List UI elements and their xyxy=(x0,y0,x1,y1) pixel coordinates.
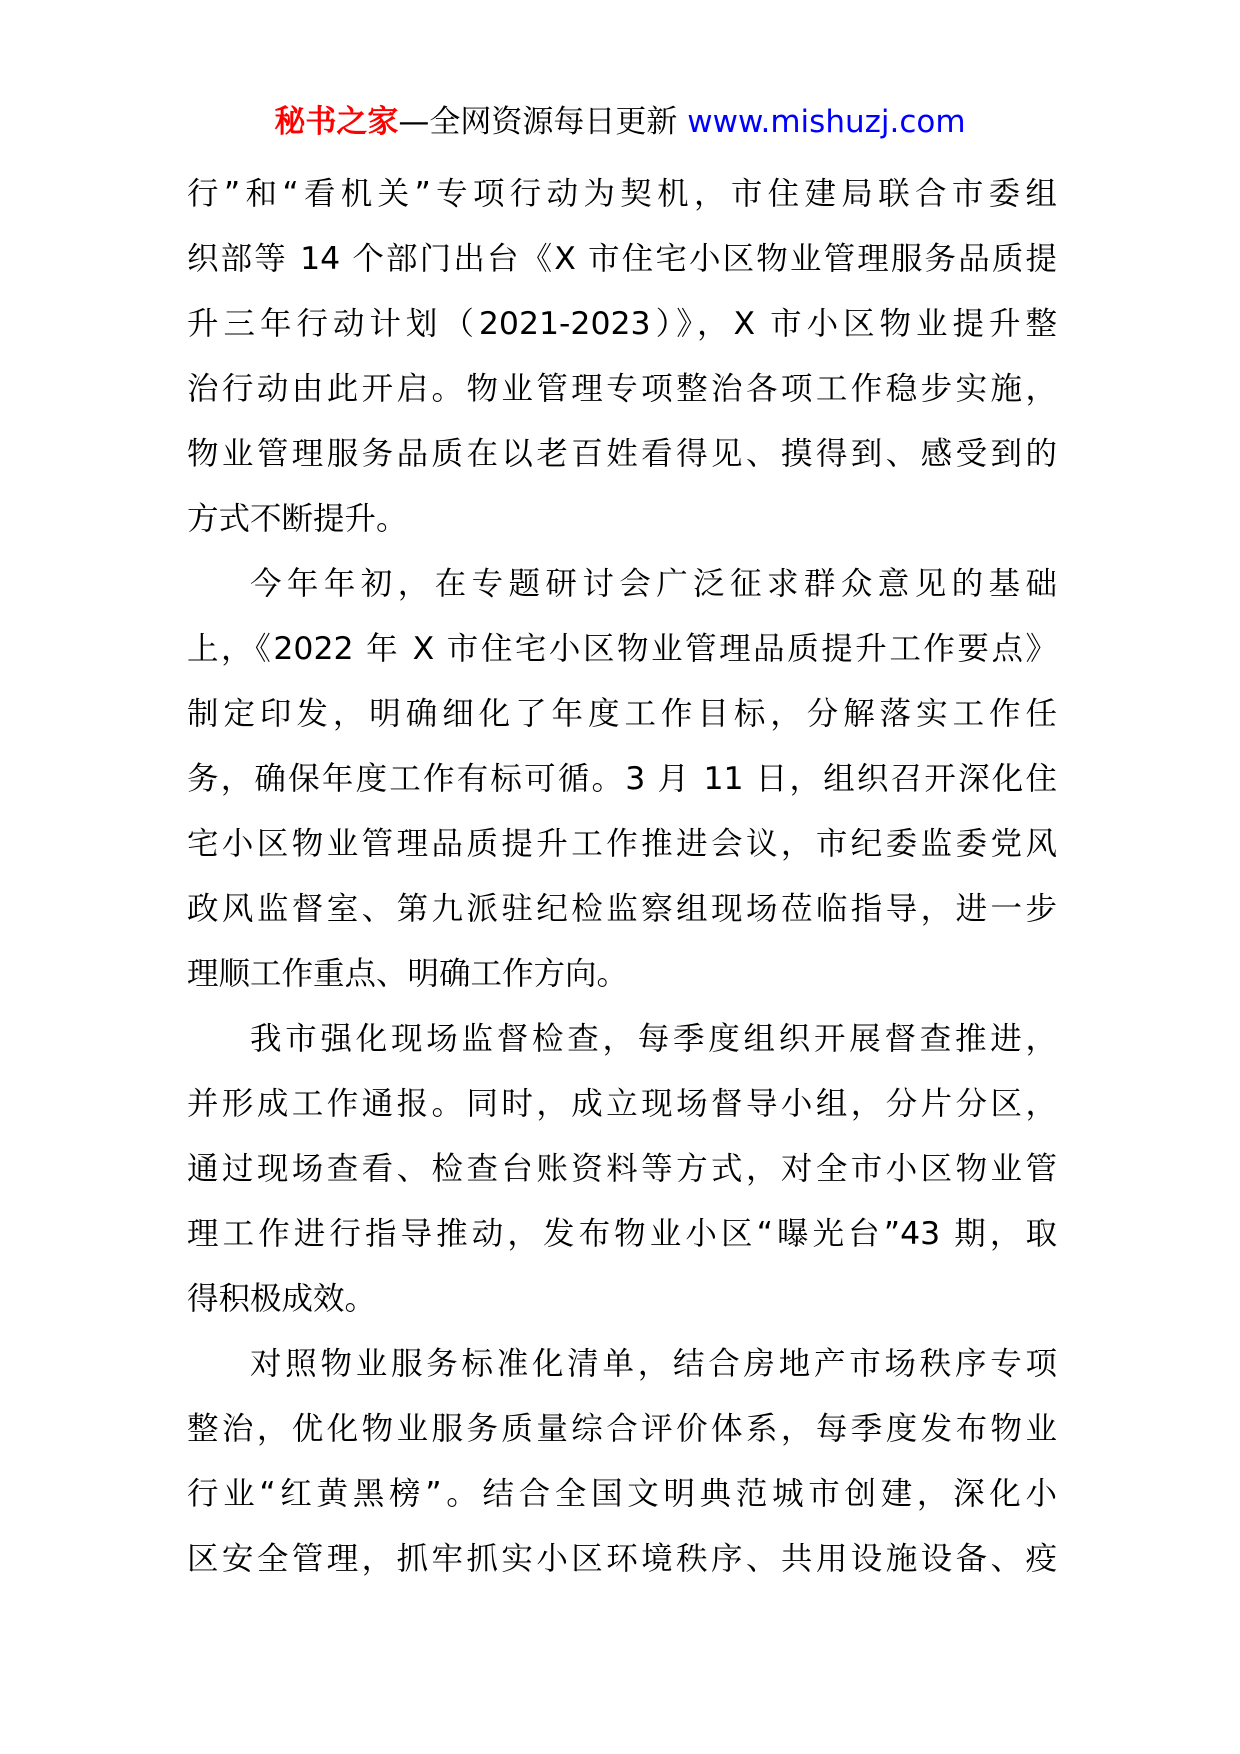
header-url-link[interactable]: www.mishuzj.com xyxy=(687,104,966,140)
text-line: 物业管理服务品质在以老百姓看得见、摸得到、感受到的 xyxy=(187,436,1057,472)
text-line: 我市强化现场监督检查，每季度组织开展督查推进， xyxy=(250,1021,1057,1057)
text-line: 方式不断提升。 xyxy=(187,501,408,537)
header-slogan: —全网资源每日更新 xyxy=(398,104,688,140)
text-line: 织部等 14 个部门出台《X 市住宅小区物业管理服务品质提 xyxy=(187,241,1057,277)
paragraph xyxy=(187,1332,1057,1592)
text-line: 对照物业服务标准化清单，结合房地产市场秩序专项 xyxy=(250,1346,1057,1382)
text-line: 得积极成效。 xyxy=(187,1281,377,1317)
text-line: 理工作进行指导推动，发布物业小区“曝光台”43 期，取 xyxy=(187,1216,1057,1252)
text-line: 治行动由此开启。物业管理专项整治各项工作稳步实施， xyxy=(187,371,1057,407)
text-line: 并形成工作通报。同时，成立现场督导小组，分片分区， xyxy=(187,1086,1057,1122)
paragraph xyxy=(187,162,1057,552)
text-line: 宅小区物业管理品质提升工作推进会议，市纪委监委党风 xyxy=(187,826,1057,862)
text-line: 上，《2022 年 X 市住宅小区物业管理品质提升工作要点》 xyxy=(187,631,1057,667)
text-line: 政风监督室、第九派驻纪检监察组现场莅临指导，进一步 xyxy=(187,891,1057,927)
paragraph xyxy=(187,1007,1057,1332)
paragraph xyxy=(187,552,1057,1007)
text-line: 区安全管理，抓牢抓实小区环境秩序、共用设施设备、疫 xyxy=(187,1541,1057,1577)
text-line: 制定印发，明确细化了年度工作目标，分解落实工作任 xyxy=(187,696,1057,732)
text-line: 行”和“看机关”专项行动为契机，市住建局联合市委组 xyxy=(187,176,1057,212)
text-line: 升三年行动计划（2021-2023）》，X 市小区物业提升整 xyxy=(187,306,1057,342)
header-brand: 秘书之家 xyxy=(274,104,399,140)
text-line: 务，确保年度工作有标可循。3 月 11 日，组织召开深化住 xyxy=(187,761,1057,797)
text-line: 整治，优化物业服务质量综合评价体系，每季度发布物业 xyxy=(187,1411,1057,1447)
document-body xyxy=(187,162,1057,1592)
text-line: 通过现场查看、检查台账资料等方式，对全市小区物业管 xyxy=(187,1151,1057,1187)
text-line: 理顺工作重点、明确工作方向。 xyxy=(187,956,629,992)
page-header xyxy=(0,98,1240,146)
text-line: 今年年初，在专题研讨会广泛征求群众意见的基础 xyxy=(250,566,1057,602)
text-line: 行业“红黄黑榜”。结合全国文明典范城市创建，深化小 xyxy=(187,1476,1057,1512)
